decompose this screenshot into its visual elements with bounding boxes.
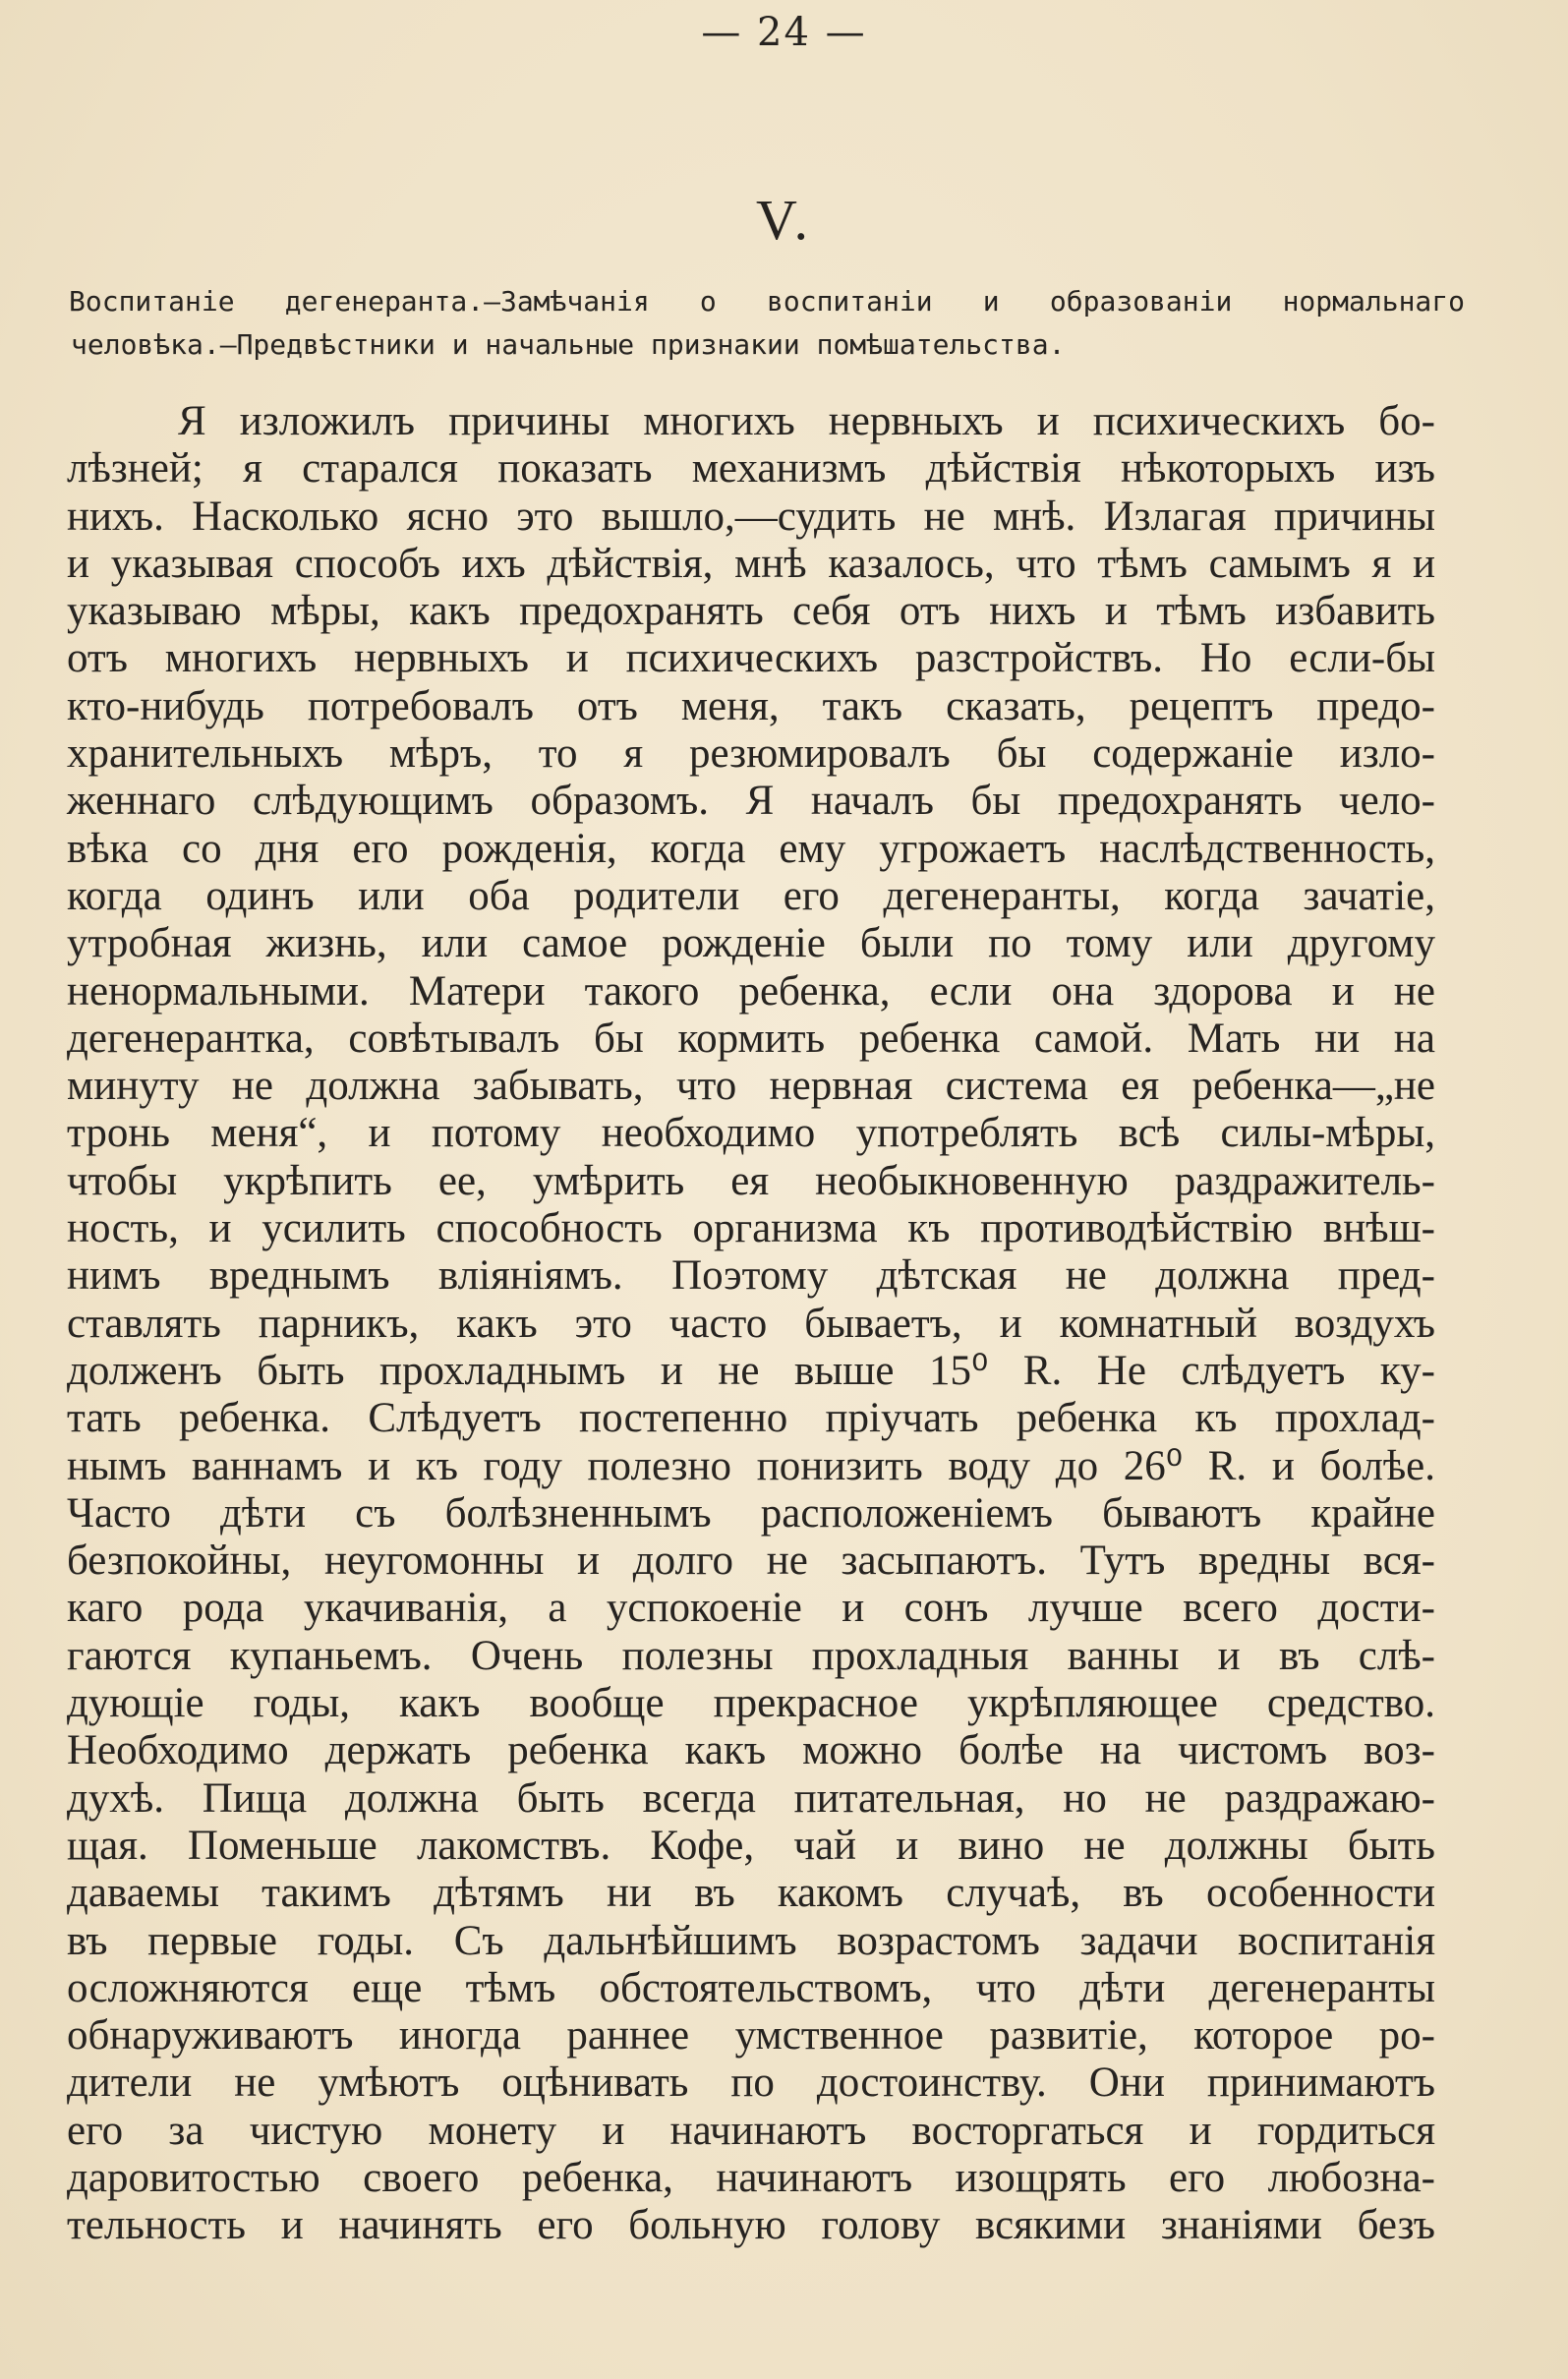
text-line: отъ многихъ нервныхъ и психическихъ разстройствъ. Но если-бы: [67, 635, 1435, 682]
text-line: Необходимо держать ребенка какъ можно болѣе на чистомъ воз-: [67, 1727, 1435, 1774]
text-line: даровитостью своего ребенка, начинаютъ изощрять его любозна-: [67, 2154, 1435, 2201]
text-line: утробная жизнь, или самое рожденіе были по тому или другому: [67, 920, 1435, 967]
text-line: духѣ. Пища должна быть всегда питательная, но не раздражаю-: [67, 1774, 1435, 1822]
text-line: долженъ быть прохладнымъ и не выше 15⁰ R. Не слѣдуетъ ку-: [67, 1347, 1435, 1394]
text-line: нымъ ваннамъ и къ году полезно понизить воду до 26⁰ R. и болѣе.: [67, 1442, 1435, 1489]
text-line: дующіе годы, какъ вообще прекрасное укрѣпляющее средство.: [67, 1680, 1435, 1727]
text-line: и указывая способъ ихъ дѣйствія, мнѣ казалось, что тѣмъ самымъ я и: [67, 540, 1435, 587]
text-line: обнаруживаютъ иногда раннее умственное развитіе, которое ро-: [67, 2012, 1435, 2060]
page-number: — 24 —: [701, 10, 867, 55]
body-text: [67, 398, 1435, 2250]
text-line: ставлять парникъ, какъ это часто бываетъ, и комнатный воздухъ: [67, 1300, 1435, 1347]
text-line: Я изложилъ причины многихъ нервныхъ и психическихъ бо-: [178, 398, 1435, 444]
chapter-subtitle: [69, 280, 1465, 367]
text-line: чтобы укрѣпить ее, умѣрить ея необыкновенную раздражитель-: [67, 1157, 1435, 1204]
text-line: когда одинъ или оба родители его дегенеранты, когда зачатіе,: [67, 872, 1435, 919]
text-line: гаются купаньемъ. Очень полезны прохладныя ванны и въ слѣ-: [67, 1632, 1435, 1679]
text-line: каго рода укачиванія, а успокоеніе и сонъ лучше всего дости-: [67, 1585, 1435, 1632]
text-line: безпокойны, неугомонны и долго не засыпаютъ. Тутъ вредны вся-: [67, 1538, 1435, 1585]
text-line: нихъ. Насколько ясно это вышло,—судить не мнѣ. Излагая причины: [67, 493, 1435, 540]
text-line: ненормальными. Матери такого ребенка, если она здорова и не: [67, 967, 1435, 1015]
text-line: лѣзней; я старался показать механизмъ дѣйствія нѣкоторыхъ изъ: [67, 445, 1435, 493]
text-line: указываю мѣры, какъ предохранять себя отъ нихъ и тѣмъ избавить: [67, 588, 1435, 635]
text-line: въ первые годы. Съ дальнѣйшимъ возрастомъ задачи воспитанія: [67, 1917, 1435, 1964]
text-line: щая. Поменьше лакомствъ. Кофе, чай и вино не должны быть: [67, 1822, 1435, 1869]
text-line: вѣка со дня его рожденія, когда ему угрожаетъ наслѣдственность,: [67, 825, 1435, 872]
text-line: даваемы такимъ дѣтямъ ни въ какомъ случаѣ, въ особенности: [67, 1870, 1435, 1917]
text-line: кто-нибудь потребовалъ отъ меня, такъ сказать, рецептъ предо-: [67, 682, 1435, 729]
text-line: хранительныхъ мѣръ, то я резюмировалъ бы содержаніе изло-: [67, 730, 1435, 778]
text-line: его за чистую монету и начинаютъ восторгаться и гордиться: [67, 2107, 1435, 2154]
text-line: тронь меня“, и потому необходимо употреблять всѣ силы-мѣры,: [67, 1110, 1435, 1157]
text-line: дители не умѣютъ оцѣнивать по достоинству. Они принимаютъ: [67, 2060, 1435, 2107]
subtitle-line: человѣка.—Предвѣстники и начальные признакии помѣшательства.: [71, 328, 1066, 361]
text-line: дегенерантка, совѣтывалъ бы кормить ребенка самой. Мать ни на: [67, 1015, 1435, 1062]
text-line: осложняются еще тѣмъ обстоятельствомъ, что дѣти дегенеранты: [67, 1964, 1435, 2011]
text-line: ность, и усилить способность организма къ противодѣйствію внѣш-: [67, 1205, 1435, 1252]
subtitle-line: Воспитаніе дегенеранта.—Замѣчанія о воспитаніи и образованіи нормальнаго: [69, 285, 1465, 318]
chapter-number: V.: [756, 188, 812, 252]
text-line: минуту не должна забывать, что нервная система ея ребенка—„не: [67, 1063, 1435, 1110]
text-line: тельность и начинять его больную голову всякими знаніями безъ: [67, 2202, 1435, 2249]
text-line: тать ребенка. Слѣдуетъ постепенно пріучать ребенка къ прохлад-: [67, 1395, 1435, 1442]
text-line: Часто дѣти съ болѣзненнымъ расположеніемъ бываютъ крайне: [67, 1489, 1435, 1537]
text-line: нимъ вреднымъ вліяніямъ. Поэтому дѣтская не должна пред-: [67, 1252, 1435, 1300]
text-line: женнаго слѣдующимъ образомъ. Я началъ бы предохранять чело-: [67, 778, 1435, 825]
